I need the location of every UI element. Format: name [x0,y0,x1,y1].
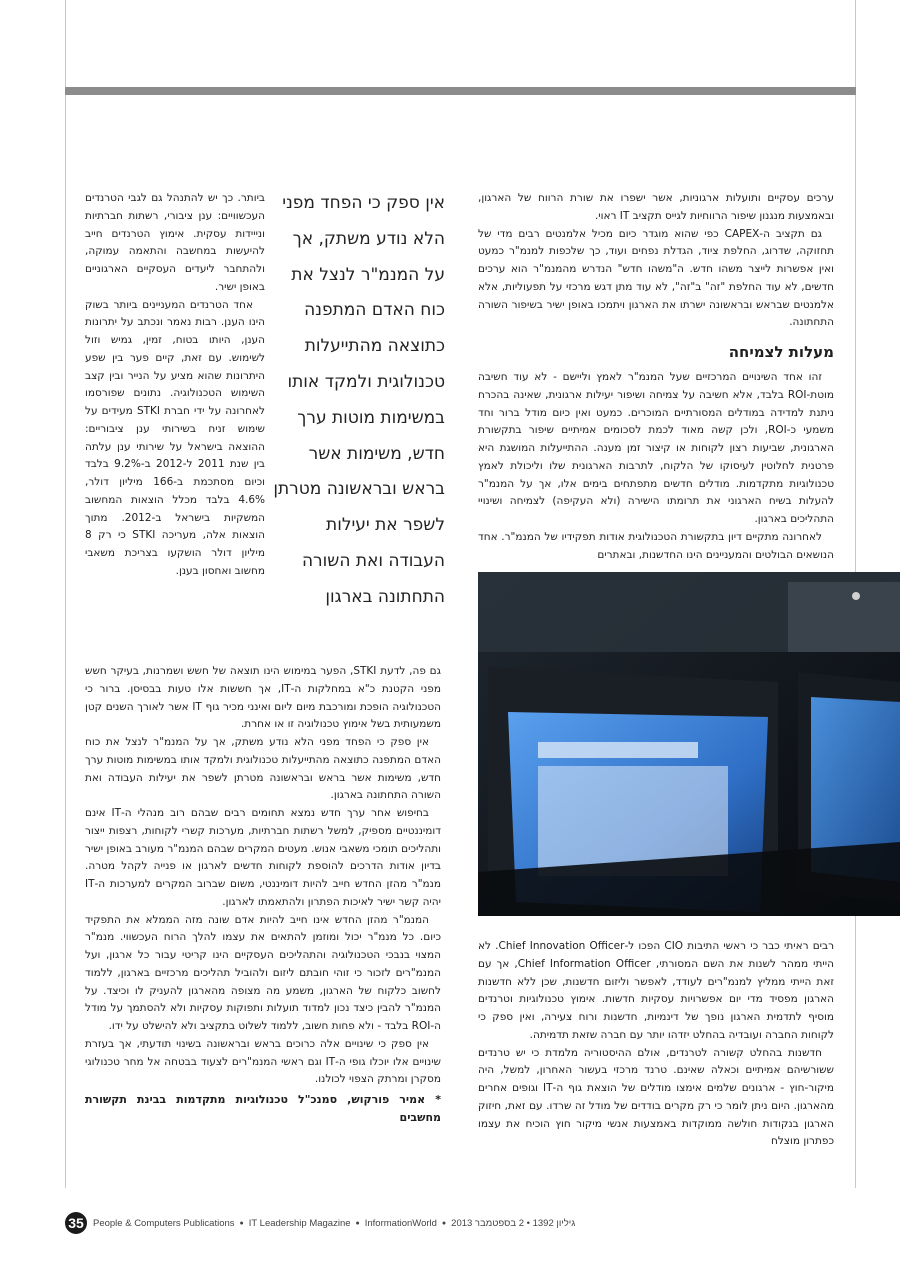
paragraph: ערכים עסקיים ותועלות ארגוניות, אשר ישפרו את שורת הרווח של הארגון, ובאמצעות מנגנון שיפור הרווחיות לגייס תקציב IT ראוי. [478,192,834,222]
page-number: 35 [65,1212,87,1234]
pull-quote-line: התחתונה בארגון [325,586,445,607]
pull-quote-line: במשימות מוטות ערך [297,407,445,428]
article-photo [478,572,900,916]
article-column-right-bottom [478,938,834,1151]
paragraph: אין ספק כי הפחד מפני הלא נודע משתק, אך על המנמ"ר לנצל את כוח האדם המתפנה כתוצאה מהתייעלות טכנולוגית ולמקד אותו במשימות מוטות ערך חדש, משימות אשר בראש ובראשונה מטרתן לשפר את יעילות העבודה ואת השורה התחתונה בארגון. [85,736,441,802]
footer-magazine: IT Leadership Magazine [248,1217,351,1229]
page-frame-left [65,0,66,1188]
pull-quote-line: כוח האדם המתפנה [304,300,445,321]
paragraph: זהו אחד השינויים המרכזיים שעל המנמ"ר לאמץ וליישם - לא עוד חשיבה מוטת-ROI בלבד, אלא חשיבה על צמיחה ושיפור יעילות ארגונית, שאינה בהכרח ניתנת למדידה במודלים המסורתיים המוכרים. כמעט ואין כיום מודל ברור וחד משמעי כ-ROI, ולכן קשה מאוד לכמת לסכומים אמיתיים שיפור בתקשורת הארגונית, שביעות רצון לקוחות או קיצור זמן מענה. ההתייעלות המושגת היא פרטנית לחלוטין לעיסוקו של הלקוח, לתרבות הארגונית שלו וליכולת לאמץ טכנולוגיות מתקדמות. מודלים חדשים מתפתחים בימים אלו, אך על המנמ"ר להעלות בשיח הארגוני את תרומתו הישירה (ולא העקיפה) לצמיחה ושינויי התהליכים בארגון. [478,371,834,525]
bullet-icon: ● [441,1219,447,1227]
paragraph: בחיפוש אחר ערך חדש נמצא תחומים רבים שבהם רוב מנהלי ה-IT אינם דומיננטיים מספיק, למשל רשתות חברתיות, מערכות קשרי לקוחות, רצפות ייצור ותהליכים תומכי משאבי אנוש. מעטים המקרים שבהם המנמ"ר מעורב באופן ישיר בדיון אודות הדרכים להוספת לקוחות חדשים לארגון או פנייה לקהל מטרה. מנמ"ר מהזן החדש חייב להיות דומיננטי, משום שברוב המקרים למערכות ה-IT יהיה קשר ישיר לאיכות הפתרון ולהתאמתו לארגון. [85,807,441,908]
author-note: * אמיר פורקוש, סמנכ"ל טכנולוגיות מתקדמות בבינת תקשורת מחשבים [85,1093,441,1124]
pull-quote-line: כתוצאה מהתייעלות [304,336,445,357]
pull-quote [273,186,445,616]
footer-publisher: People & Computers Publications [93,1217,235,1229]
pull-quote-line: חדש, משימות אשר [308,443,445,464]
pull-quote-line: הלא נודע משתק, אך [292,228,445,249]
pull-quote-line: טכנולוגית ולמקד אותו [287,371,445,392]
paragraph: רבים ראיתי כבר כי ראשי התיבות CIO הפכו ל-Chief Innovation Officer. לא הייתי ממהר לשנות את השם המסורתי, Chief Information Officer, אך עם זאת הייתי ממליץ למנמ"רים לעודד, לאפשר וליזום חדשנות, שכן ללא חדשנות הארגון מפסיד מדי יום אפשרויות עסקיות חדשות. אימוץ טכנולוגיות וטרנדים מוסיף לתדמית הארגון נופך של דינמיות, חדשנות ורוח צעירה, ואין ספק כי לקוחות החברה ועובדיה בהחלט יזדהו יותר עם חברה שזאת תדמיתה. [478,940,835,1041]
article-column-left-bottom [85,663,441,1127]
pull-quote-line: על המנמ"ר לנצל את [291,264,445,285]
footer-site: InformationWorld [364,1217,437,1229]
footer-issue: גיליון 1392 • 2 בספטמבר 2013 [451,1217,576,1229]
photo-screens-illustration [478,572,900,916]
pull-quote-line: אין ספק כי הפחד מפני [282,193,445,213]
pull-quote-line: בראש ובראשונה מטרתן [273,479,445,500]
article-column-left-top [85,190,265,581]
section-heading: מעלות לצמיחה [728,343,834,361]
paragraph: אחד הטרנדים המעניינים ביותר בשוק הינו הענן. רבות נאמר ונכתב על יתרונות הענן, היותו בטוח, זמין, גמיש וזול לשימוש. עם זאת, קיים פער בין שפע היתרונות שהוא מציע על הנייר ובין קצב השימוש הטכנולוגיה. נתונים שפורסמו לאחרונה על ידי חברת STKI מעידים על שימוש זניח בשירותי ענן ציבוריים: ההוצאה בישראל על שירותי ענן עלתה בין שנת 2011 ל-2012 ב-9.2% בלבד וכיום מסתכמת ב-166 מיליון דולר, 4.6% בלבד מכלל הוצאות המחשוב המשקיות בישראל ב-2012. מתוך הוצאות אלה, מעריכה STKI כי רק 8 מיליון דולר הושקעו בצריכת משאבי מחשוב ואחסון בענן. [85,298,265,577]
pull-quote-line: לשפר את יעילות [326,515,445,536]
paragraph: ביותר. כך יש להתנהל גם לגבי הטרנדים העכשוויים: ענן ציבורי, רשתות חברתיות ונייידות עסקית. אימוץ הטרנדים חייב להיעשות במחשבה והתאמה עמוקה, ולהתחבר ליעדים העסקיים הארגוניים באופן ישיר. [85,192,265,293]
bullet-icon: ● [355,1219,360,1227]
pull-quote-line: העבודה ואת השורה [301,550,445,571]
paragraph: גם תקציב ה-CAPEX כפי שהוא מוגדר כיום מכיל אלמנטים רבים מדי של תחזוקה, שדרוג, החלפת ציוד, הגדלת נפחים ועוד, כך שלכפות למנמ"ר כמעט ואין אפשרות לייצר משהו חדש. ה"משהו חדש" הנדרש מהמנמ"ר הוא ערכים חדשים, לא עוד החלפת "זה" ב"זה", לא עוד מתן דגש מרכזי על תפעוליות, אלא אלמנטים שבראש ובראשונה ישרתו את הארגון ויתמכו באופן ישיר בשיפור השורה התחתונה. [478,227,834,329]
page-footer [65,1210,725,1236]
bullet-icon: ● [239,1219,244,1227]
paragraph: אין ספק כי שינויים אלה כרוכים בראש ובראשונה בשינוי תודעתי, אך בעזרת שינויים אלו יוכלו גופי ה-IT וגם ראשי המנמ"רים לצעוד בבטחה אל מחר טכנולוגי מסקרן ומרתק הצפוי לכולנו. [85,1037,441,1086]
paragraph: לאחרונה מתקיים דיון בתקשורת הטכנולוגית אודות תפקידיו של המנמ"ר. אחד הנושאים הבולטים והמעניינים הינו החדשנות, ובאתרים [478,530,834,561]
header-rule [65,87,856,95]
paragraph: חדשנות בהחלט קשורה לטרנדים, אולם ההיסטוריה מלמדת כי יש טרנדים ששורשיהם אמיתיים וכאלה שאינם. טרנד מרכזי בעשור האחרון, למשל, היה מיקור-חוץ - ארגונים שלמים אימצו מודלים של הוצאת גוף ה-IT וגופים אחרים מהארגון. היום ניתן לומר כי רק מקרים בודדים של מודל זה שרדו. עם זאת, חיזוק הארגון בנקודות חולשה ממוקדות באמצעות אנשי מיקור חוץ הוכיח את עצמו כפתרון מוצלח [478,1046,835,1148]
paragraph: גם פה, לדעת STKI, הפער במימוש הינו תוצאה של חשש ושמרנות, בעיקר חשש מפני הקטנת כ"א במחלקות ה-IT, אך חששות אלו טעות בבסיסן. ברור כי הטכנולוגיה הופכת ומורכבת מיום ליום ואינני מכיר גוף IT אשר לאורך השנים קטן משמעותית בשל אימוץ טכנולוגיה זו או אחרת. [85,665,441,731]
paragraph: המנמ"ר מהזן החדש אינו חייב להיות אדם שונה מזה הממלא את התפקיד כיום. כל מנמ"ר יכול ומוזמן להתאים את עצמו להלך הרוח העכשווי. מנמ"ר המצוי בנבכי הטכנולוגיה והתהליכים העסקיים הינו קריטי עבור כל ארגון, ועל המנמ"רים לזכור כי זוהי חובתם ליזום ולהוביל תהליכים מרכזיים בארגון, ללמוד לחשוב כלקוח של הארגון, משמע מה מצופה מהארגון להעניק לו וכיצד. על המנמ"ר להבין כיצד נכון למדוד תועלות ותפוקות עסקיות ולא להסתמך על מודל ה-ROI בלבד - ולא פחות חשוב, ללמוד לשלוט בתקציב ולא להישלט על ידו. [85,913,441,1032]
article-column-right-top [478,190,834,564]
